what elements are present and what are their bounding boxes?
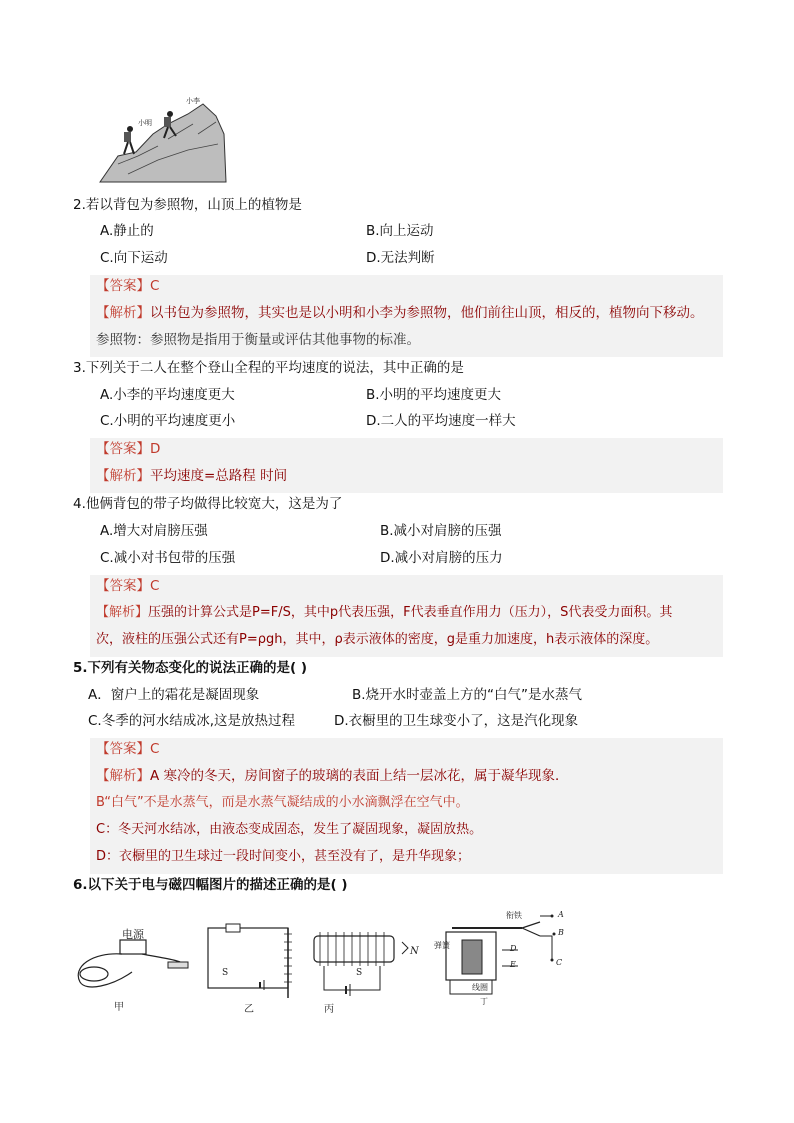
q5-analysis-a: 【解析】A 寒冷的冬天，房间窗子的玻璃的表面上结一层冰花，属于凝华现象．	[96, 768, 569, 784]
label-contact-b: B	[558, 928, 564, 937]
label-switch-yi: S	[222, 968, 229, 978]
q4-analysis-line2: 次，液柱的压强公式还有P=ρgh，其中，ρ表示液体的密度，g是重力加速度，h表示液体的深度。	[96, 632, 659, 647]
label-xiaoming: 小明	[138, 119, 152, 127]
q2-stem: 2.若以背包为参照物，山顶上的植物是	[73, 197, 302, 213]
label-spring: 弹簧	[434, 941, 450, 950]
q2-note: 参照物：参照物是指用于衡量或评估其他事物的标准。	[96, 332, 420, 348]
q3-stem: 3.下列关于二人在整个登山全程的平均速度的说法，其中正确的是	[73, 360, 464, 376]
q5-analysis-b: B“白气”不是水蒸气，而是水蒸气凝结成的小水滴飘浮在空气中。	[96, 795, 469, 810]
label-jia: 甲	[114, 1002, 124, 1013]
q2-option-d: D.无法判断	[366, 250, 435, 266]
q5-option-d: D.衣橱里的卫生球变小了，这是汽化现象	[334, 713, 579, 729]
label-terminal-e: E	[510, 960, 516, 969]
q5-option-b: B.烧开水时壶盖上方的“白气”是水蒸气	[352, 687, 583, 703]
label-n: N	[410, 946, 419, 957]
label-xiaoli: 小李	[186, 97, 200, 105]
figure-yi	[200, 912, 300, 1015]
label-contact-c: C	[556, 958, 563, 967]
figure-jia	[72, 912, 202, 1012]
q2-option-a: A.静止的	[100, 223, 154, 239]
label-switch-bing: S	[356, 968, 363, 978]
q3-option-a: A.小李的平均速度更大	[100, 387, 235, 403]
label-armature: 衔铁	[506, 911, 522, 920]
mountain-illustration	[98, 94, 228, 184]
q4-option-a: A.增大对肩膀压强	[100, 523, 208, 539]
figure-bing	[310, 928, 430, 1013]
label-power: 电源	[122, 928, 144, 941]
q6-stem: 6.以下关于电与磁四幅图片的描述正确的是( )	[73, 877, 348, 893]
q3-answer: 【答案】D	[96, 441, 161, 457]
label-bing: 丙	[324, 1004, 334, 1015]
q5-stem: 5.下列有关物态变化的说法正确的是( )	[73, 660, 308, 676]
q5-analysis-d: D：衣橱里的卫生球过一段时间变小，甚至没有了，是升华现象；	[96, 849, 471, 864]
q4-answer: 【答案】C	[96, 578, 160, 594]
q3-analysis: 【解析】平均速度=总路程 时间	[96, 468, 288, 484]
climbing-figure	[98, 94, 228, 184]
q2-answer: 【答案】C	[96, 278, 160, 294]
label-coil: 线圈	[472, 983, 488, 992]
q5-answer: 【答案】C	[96, 741, 160, 757]
q4-stem: 4.他俩背包的带子均做得比较宽大，这是为了	[73, 496, 343, 512]
figure-ding	[432, 910, 572, 1010]
q5-option-c: C.冬季的河水结成冰,这是放热过程	[88, 713, 296, 729]
q2-option-c: C.向下运动	[100, 250, 168, 266]
q4-analysis-line1: 【解析】压强的计算公式是P=F/S，其中p代表压强，F代表垂直作用力（压力），S代表受力面积。其	[96, 605, 673, 620]
ding-relay-drawing	[432, 910, 572, 1010]
label-contact-a: A	[558, 910, 564, 919]
label-terminal-d: D	[510, 944, 517, 953]
q2-analysis: 【解析】以书包为参照物，其实也是以小明和小李为参照物，他们前往山顶，相反的，植物向下移动。	[96, 305, 704, 321]
q4-option-c: C.减小对书包带的压强	[100, 550, 236, 566]
q3-option-c: C.小明的平均速度更小	[100, 413, 236, 429]
label-yi: 乙	[244, 1004, 254, 1015]
q2-option-b: B.向上运动	[366, 223, 434, 239]
q4-option-d: D.减小对肩膀的压力	[380, 550, 503, 566]
q3-option-d: D.二人的平均速度一样大	[366, 413, 516, 429]
yi-circuit-drawing	[200, 912, 300, 1012]
q5-option-a: A．窗户上的霜花是凝固现象	[88, 687, 260, 703]
label-ding: 丁	[480, 997, 488, 1006]
q4-option-b: B.减小对肩膀的压强	[380, 523, 502, 539]
q5-analysis-c: C：冬天河水结冰，由液态变成固态，发生了凝固现象，凝固放热。	[96, 822, 483, 837]
q3-option-b: B.小明的平均速度更大	[366, 387, 502, 403]
